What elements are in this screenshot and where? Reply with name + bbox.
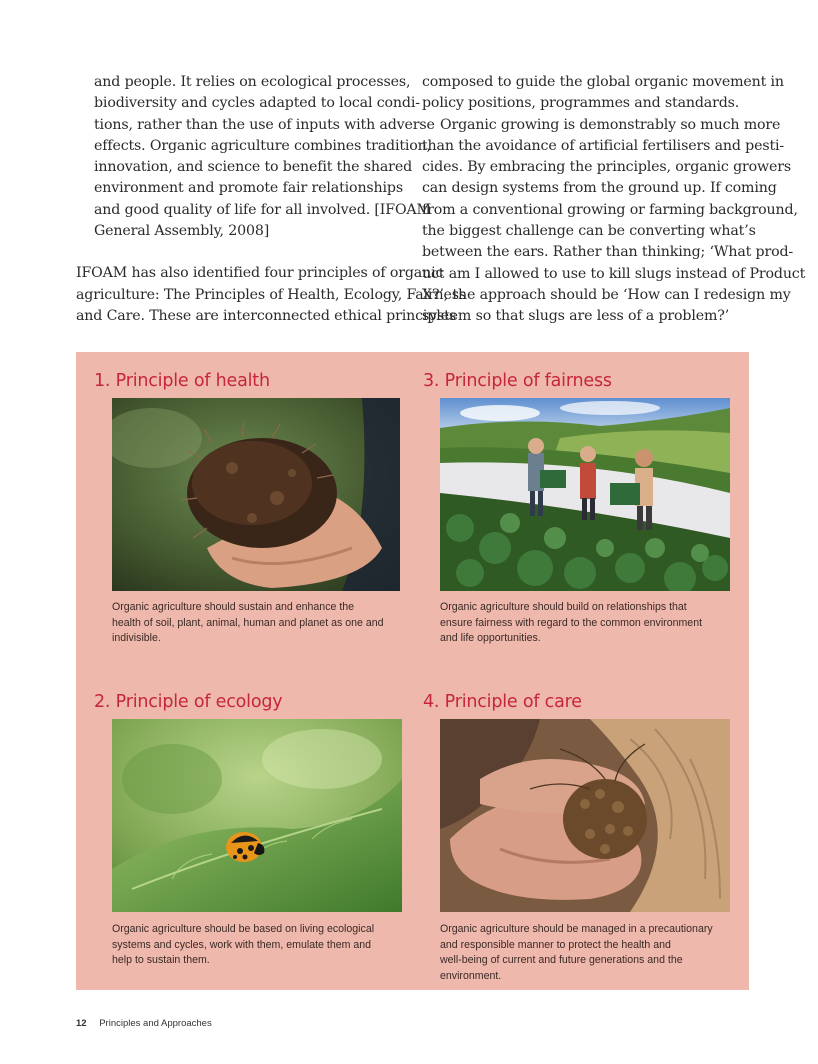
paragraph-line: composed to guide the global organic movement in: [422, 74, 784, 90]
principles-box: [76, 352, 749, 990]
page-footer: [76, 1018, 212, 1029]
right-text-column: [422, 72, 806, 328]
principle-caption: [440, 922, 740, 984]
paragraph-line: Organic growing is demonstrably so much more: [440, 116, 781, 133]
paragraph-line: from a conventional growing or farming background,: [422, 201, 798, 218]
principle-title: 3. Principle of fairness: [423, 371, 612, 391]
principle-caption: [112, 600, 412, 647]
quote-line: and people. It relies on ecological processes,: [94, 74, 411, 90]
caption-line: Organic agriculture should build on relationships that: [440, 601, 687, 613]
quote-line: biodiversity and cycles adapted to local condi-: [94, 95, 420, 112]
seeds-in-hands-photo: [440, 719, 730, 912]
quote-line: General Assembly, 2008]: [94, 223, 270, 240]
paragraph-line: between the ears. Rather than thinking; ‘What prod-: [422, 244, 794, 261]
caption-line: and life opportunities.: [440, 632, 541, 645]
paragraph-line: and Care. These are interconnected ethical principles: [76, 307, 456, 324]
principle-title: 1. Principle of health: [94, 371, 270, 391]
paragraph-line: uct am I allowed to use to kill slugs instead of Product: [422, 265, 806, 282]
quote-line: innovation, and science to benefit the shared: [94, 159, 412, 176]
caption-line: help to sustain them.: [112, 954, 210, 967]
paragraph-line: agriculture: The Principles of Health, Ecology, Fairness: [76, 286, 467, 303]
paragraph-line: cides. By embracing the principles, organic growers: [422, 159, 792, 176]
ladybird-on-leaf-photo: [112, 719, 402, 912]
caption-line: well-being of current and future generations and the: [440, 954, 683, 967]
caption-line: systems and cycles, work with them, emulate them and: [112, 938, 372, 951]
paragraph-line: than the avoidance of artificial fertilisers and pesti-: [422, 137, 785, 154]
principle-title: 4. Principle of care: [423, 692, 582, 712]
ifoam-definition-quote: [76, 72, 435, 242]
principle-title: 2. Principle of ecology: [94, 692, 283, 712]
caption-line: Organic agriculture should sustain and enhance the: [112, 601, 355, 613]
caption-line: Organic agriculture should be managed in a precautionary: [440, 923, 713, 935]
page-number: 12: [76, 1018, 87, 1029]
principle-caption: [112, 922, 412, 969]
paragraph-line: the biggest challenge can be converting what’s: [422, 223, 756, 240]
paragraph-line: IFOAM has also identified four principles of organic: [76, 265, 444, 282]
caption-line: Organic agriculture should be based on living ecological: [112, 923, 375, 935]
growers-in-field-photo: [440, 398, 730, 591]
paragraph-line: can design systems from the ground up. If coming: [422, 180, 777, 197]
caption-line: ensure fairness with regard to the common environment: [440, 616, 703, 629]
left-text-column: [76, 72, 467, 327]
four-principles-paragraph: [76, 263, 467, 327]
quote-line: and good quality of life for all involved. [IFOAM: [94, 201, 431, 218]
paragraph-line: X?’, the approach should be ‘How can I redesign my: [422, 286, 791, 303]
paragraph-line: system so that slugs are less of a problem?’: [422, 308, 730, 325]
soil-in-hand-photo: [112, 398, 400, 591]
caption-line: indivisible.: [112, 632, 161, 645]
quote-line: environment and promote fair relationships: [94, 180, 403, 197]
caption-line: health of soil, plant, animal, human and planet as one and: [112, 616, 384, 629]
principle-caption: [440, 600, 740, 647]
caption-line: and responsible manner to protect the health and: [440, 938, 671, 951]
section-name: Principles and Approaches: [99, 1018, 212, 1029]
quote-line: effects. Organic agriculture combines tradition,: [94, 137, 432, 154]
paragraph-line: policy positions, programmes and standards.: [422, 95, 740, 112]
quote-line: tions, rather than the use of inputs with adverse: [94, 116, 435, 133]
caption-line: environment.: [440, 969, 502, 982]
